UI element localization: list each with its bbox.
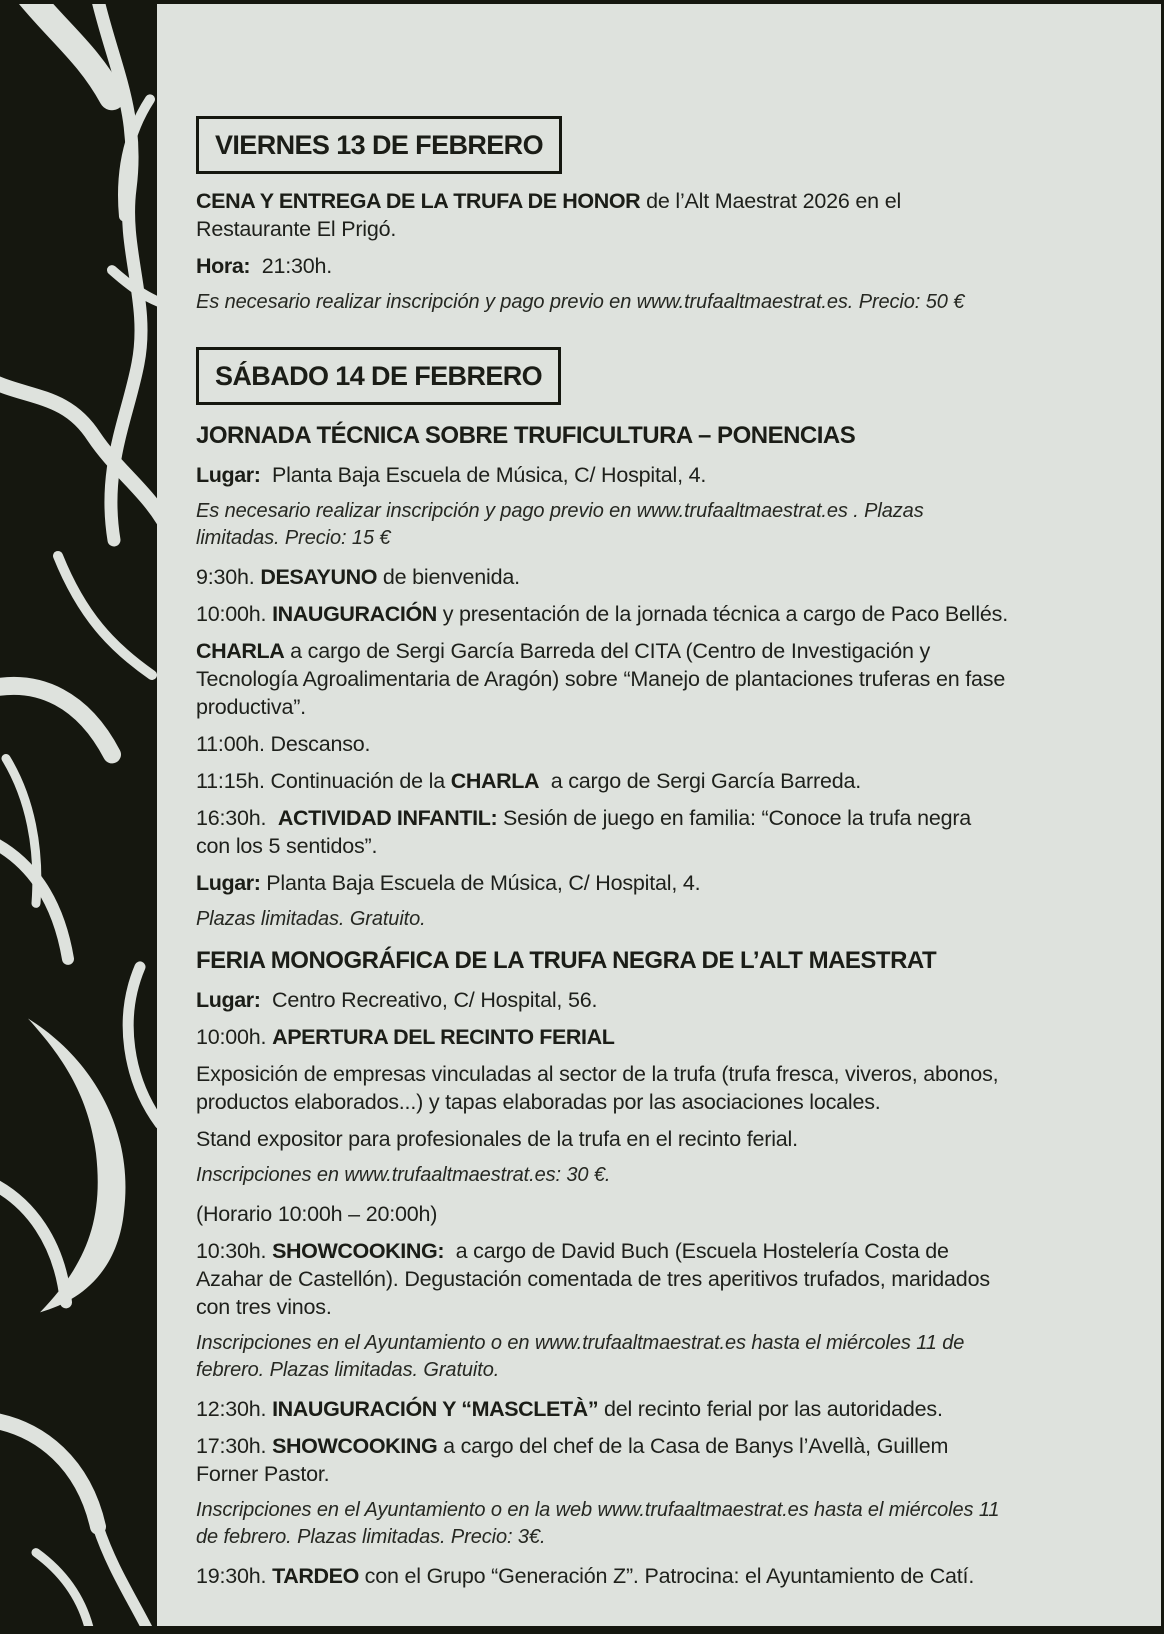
event-text: a cargo del chef de la Casa de Banys l’Avellà, Guillem Forner Pastor. — [196, 1434, 954, 1486]
event-line — [196, 767, 1008, 795]
event-text: Stand expositor para profesionales de la trufa en el recinto ferial. — [196, 1127, 798, 1151]
event-text: Planta Baja Escuela de Música, C/ Hospital, 4. — [260, 463, 707, 487]
event-emphasis-text: CHARLA — [196, 639, 285, 663]
date-heading-label: SÁBADO 14 DE FEBRERO — [215, 361, 543, 391]
event-text: a cargo de Sergi García Barreda. — [539, 769, 862, 793]
event-text: 19:30h. — [196, 1564, 273, 1588]
event-line — [196, 1395, 1008, 1423]
event-emphasis-text: SHOWCOOKING: — [272, 1239, 445, 1263]
event-text: 9:30h. — [196, 565, 261, 589]
event-line — [196, 461, 1008, 489]
event-emphasis-text: Lugar: — [196, 988, 261, 1012]
event-line — [196, 1023, 1008, 1051]
event-text: a cargo de Sergi García Barreda del CITA (Centro de Investigación y Tecnología Agroalimentaria de Aragón) sobre “Manejo de plantaciones truferas en fase productiva”. — [196, 639, 1011, 719]
event-text: 10:00h. — [196, 602, 273, 626]
event-line — [196, 187, 1008, 243]
fine-print-note: Es necesario realizar inscripción y pago previo en www.trufaaltmaestrat.es. Precio: 50 € — [196, 291, 965, 313]
event-text: 12:30h. — [196, 1397, 273, 1421]
fine-print-note: Plazas limitadas. Gratuito. — [196, 908, 426, 930]
event-emphasis-text: SHOWCOOKING — [272, 1434, 438, 1458]
event-emphasis-text: Hora: — [196, 254, 251, 278]
event-text: 10:00h. — [196, 1025, 273, 1049]
event-line — [196, 869, 1008, 897]
fine-print-note: Inscripciones en el Ayuntamiento o en www.trufaaltmaestrat.es hasta el miércoles 11 de febrero. Plazas limitadas. Gratuito. — [196, 1332, 970, 1381]
event-line — [196, 637, 1011, 721]
section-title: JORNADA TÉCNICA SOBRE TRUFICULTURA – PONENCIAS — [196, 422, 856, 449]
event-line — [196, 1200, 1008, 1228]
event-text: 11:15h. Continuación de la — [196, 769, 451, 793]
fine-print-note: Inscripciones en el Ayuntamiento o en la web www.trufaaltmaestrat.es hasta el miércoles 11 de febrero. Plazas limitadas. Precio: 3€. — [196, 1499, 1005, 1548]
event-text: 21:30h. — [250, 254, 333, 278]
event-emphasis-text: INAUGURACIÓN Y “MASCLETÀ” — [272, 1397, 599, 1421]
event-text: Planta Baja Escuela de Música, C/ Hospital, 4. — [260, 871, 701, 895]
date-heading-box — [196, 116, 562, 174]
event-emphasis-text: DESAYUNO — [260, 565, 378, 589]
event-emphasis-text: Lugar: — [196, 871, 261, 895]
event-line — [196, 1432, 1008, 1488]
event-line — [196, 1237, 1008, 1321]
event-line — [196, 1562, 1008, 1590]
event-emphasis-text: INAUGURACIÓN — [272, 602, 437, 626]
event-line — [196, 804, 1008, 860]
event-emphasis-text: CENA Y ENTREGA DE LA TRUFA DE HONOR — [196, 189, 641, 213]
event-text: con el Grupo “Generación Z”. Patrocina: el Ayuntamiento de Catí. — [358, 1564, 975, 1588]
event-text: Centro Recreativo, C/ Hospital, 56. — [260, 988, 598, 1012]
truffle-marbling-art — [0, 4, 157, 1626]
event-line — [196, 1125, 1008, 1153]
program-content — [196, 116, 1011, 1599]
section-title: FERIA MONOGRÁFICA DE LA TRUFA NEGRA DE L’ALT MAESTRAT — [196, 947, 937, 974]
event-text: de bienvenida. — [377, 565, 520, 589]
event-text: a cargo de David Buch (Escuela Hostelería Costa de Azahar de Castellón). Degustación comentada de tres aperitivos trufados, maridados con tres vinos. — [196, 1239, 996, 1319]
event-emphasis-text: APERTURA DEL RECINTO FERIAL — [272, 1025, 615, 1049]
date-heading-label: VIERNES 13 DE FEBRERO — [215, 130, 543, 160]
fine-print-note: Es necesario realizar inscripción y pago previo en www.trufaaltmaestrat.es . Plazas limitadas. Precio: 15 € — [196, 500, 930, 549]
event-text: Exposición de empresas vinculadas al sector de la trufa (trufa fresca, viveros, abonos, productos elaborados...) y tapas elaboradas por las asociaciones locales. — [196, 1062, 1005, 1114]
event-text: 10:30h. — [196, 1239, 273, 1263]
fine-print-note: Inscripciones en www.trufaaltmaestrat.es: 30 €. — [196, 1164, 611, 1186]
event-text: 17:30h. — [196, 1434, 273, 1458]
event-emphasis-text: Lugar: — [196, 463, 261, 487]
event-text: Sesión de juego en familia: “Conoce la trufa negra con los 5 sentidos”. — [196, 806, 977, 858]
event-text: 11:00h. Descanso. — [196, 732, 371, 756]
event-text: (Horario 10:00h – 20:00h) — [196, 1202, 438, 1226]
event-line — [196, 1060, 1008, 1116]
event-line — [196, 986, 1008, 1014]
event-line — [196, 252, 1008, 280]
event-line — [196, 730, 1008, 758]
event-line — [196, 563, 1008, 591]
event-text: del recinto ferial por las autoridades. — [598, 1397, 943, 1421]
date-heading-box — [196, 347, 561, 405]
event-text: 16:30h. — [196, 806, 278, 830]
event-text: y presentación de la jornada técnica a cargo de Paco Bellés. — [436, 602, 1008, 626]
event-emphasis-text: TARDEO — [272, 1564, 359, 1588]
event-emphasis-text: ACTIVIDAD INFANTIL: — [277, 806, 498, 830]
event-line — [196, 600, 1008, 628]
event-emphasis-text: CHARLA — [450, 769, 540, 793]
event-text: de l’Alt Maestrat 2026 en el Restaurante El Prigó. — [196, 189, 907, 241]
